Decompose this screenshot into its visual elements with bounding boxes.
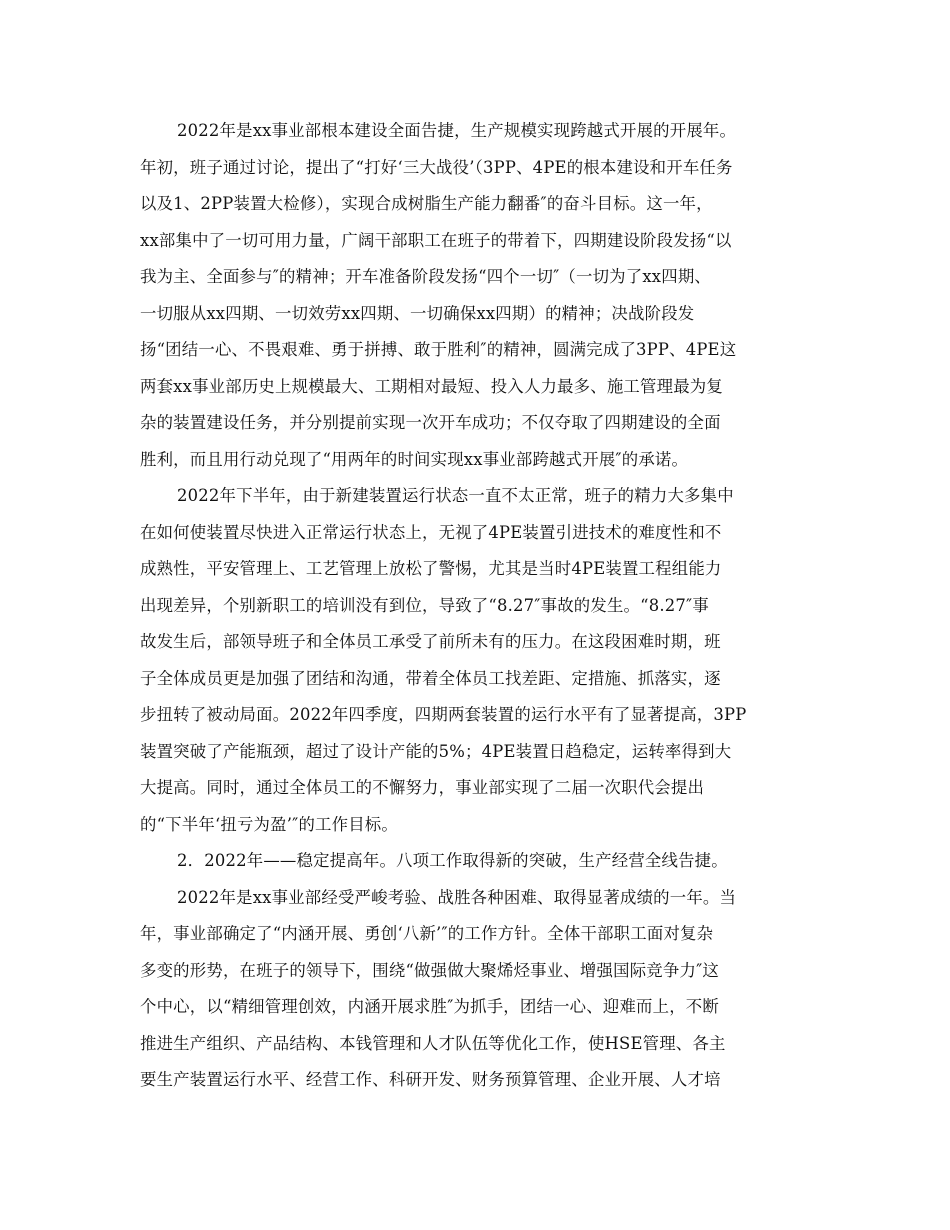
text-line: 推进生产组织、产品结构、本钱管理和人才队伍等优化工作，使HSE管理、各主 — [140, 1033, 726, 1053]
text-line: 装置突破了产能瓶颈，超过了设计产能的5%；4PE装置日趋稳定，运转率得到大 — [140, 741, 732, 761]
text-line: 扬“团结一心、不畏艰难、勇于拼搏、敢于胜利″的精神，圆满完成了3PP、4PE这 — [140, 340, 737, 359]
text-line: 胜利，而且用行动兑现了“用两年的时间实现xx事业部跨越式开展″的承诺。 — [140, 449, 689, 469]
text-line: 以及1、2PP装置大检修），实现合成树脂生产能力翻番″的奋斗目标。这一年， — [140, 194, 713, 213]
text-line: 年初，班子通过讨论，提出了“打好‘三大战役’（3PP、4PE的根本建设和开车任务 — [140, 157, 733, 177]
text-line: 年，事业部确定了“内涵开展、勇创‘八新’″的工作方针。全体干部职工面对复杂 — [140, 924, 714, 943]
text-line: 子全体成员更是加强了团结和沟通，带着全体员工找差距、定措施、抓落实，逐 — [140, 668, 721, 688]
text-line: 的“下半年‘扭亏为盈’″的工作目标。 — [140, 814, 398, 834]
text-line: 要生产装置运行水平、经营工作、科研开发、财务预算管理、企业开展、人才培 — [140, 1070, 721, 1089]
text-line: 在如何使装置尽快进入正常运行状态上，无视了4PE装置引进技术的难度性和不 — [140, 522, 722, 542]
text-line: 大提高。同时，通过全体员工的不懈努力，事业部实现了二届一次职代会提出 — [140, 778, 705, 797]
text-line: 个中心，以“精细管理创效，内涵开展求胜″为抓手，团结一心、迎难而上，不断 — [140, 997, 719, 1016]
text-line: 步扭转了被动局面。2022年四季度，四期两套装置的运行水平有了显著提高，3PP — [140, 705, 747, 724]
section-heading: 2．2022年——稳定提高年。八项工作取得新的突破，生产经营全线告捷。 — [177, 851, 728, 870]
text-line: 故发生后，部领导班子和全体员工承受了前所未有的压力。在这段困难时期，班 — [140, 632, 721, 651]
text-line: 成熟性，平安管理上、工艺管理上放松了警惕，尤其是当时4PE装置工程组能力 — [140, 559, 722, 578]
text-line: 我为主、全面参与″的精神；开车准备阶段发扬“四个一切″（一切为了xx四期、 — [140, 267, 712, 286]
text-line: 2022年下半年，由于新建装置运行状态一直不太正常，班子的精力大多集中 — [177, 486, 734, 505]
text-line: 一切服从xx四期、一切效劳xx四期、一切确保xx四期）的精神；决战阶段发 — [140, 303, 695, 323]
text-line: 杂的装置建设任务，并分别提前实现一次开车成功；不仅夺取了四期建设的全面 — [140, 413, 721, 432]
text-line: 多变的形势，在班子的领导下，围绕“做强做大聚烯烃事业、增强国际竞争力″这 — [140, 960, 719, 980]
text-line: 出现差异，个别新职工的培训没有到位，导致了“8.27″事故的发生。“8.27″事 — [140, 595, 709, 615]
text-line: 2022年是xx事业部根本建设全面告捷，生产规模实现跨越式开展的开展年。 — [177, 121, 737, 140]
text-line: 两套xx事业部历史上规模最大、工期相对最短、投入人力最多、施工管理最为复 — [140, 376, 723, 396]
text-line: 2022年是xx事业部经受严峻考验、战胜各种困难、取得显著成绩的一年。当 — [177, 887, 737, 907]
text-line: xx部集中了一切可用力量，广阔干部职工在班子的带着下，四期建设阶段发扬“以 — [140, 230, 732, 250]
document-body — [140, 113, 810, 1099]
